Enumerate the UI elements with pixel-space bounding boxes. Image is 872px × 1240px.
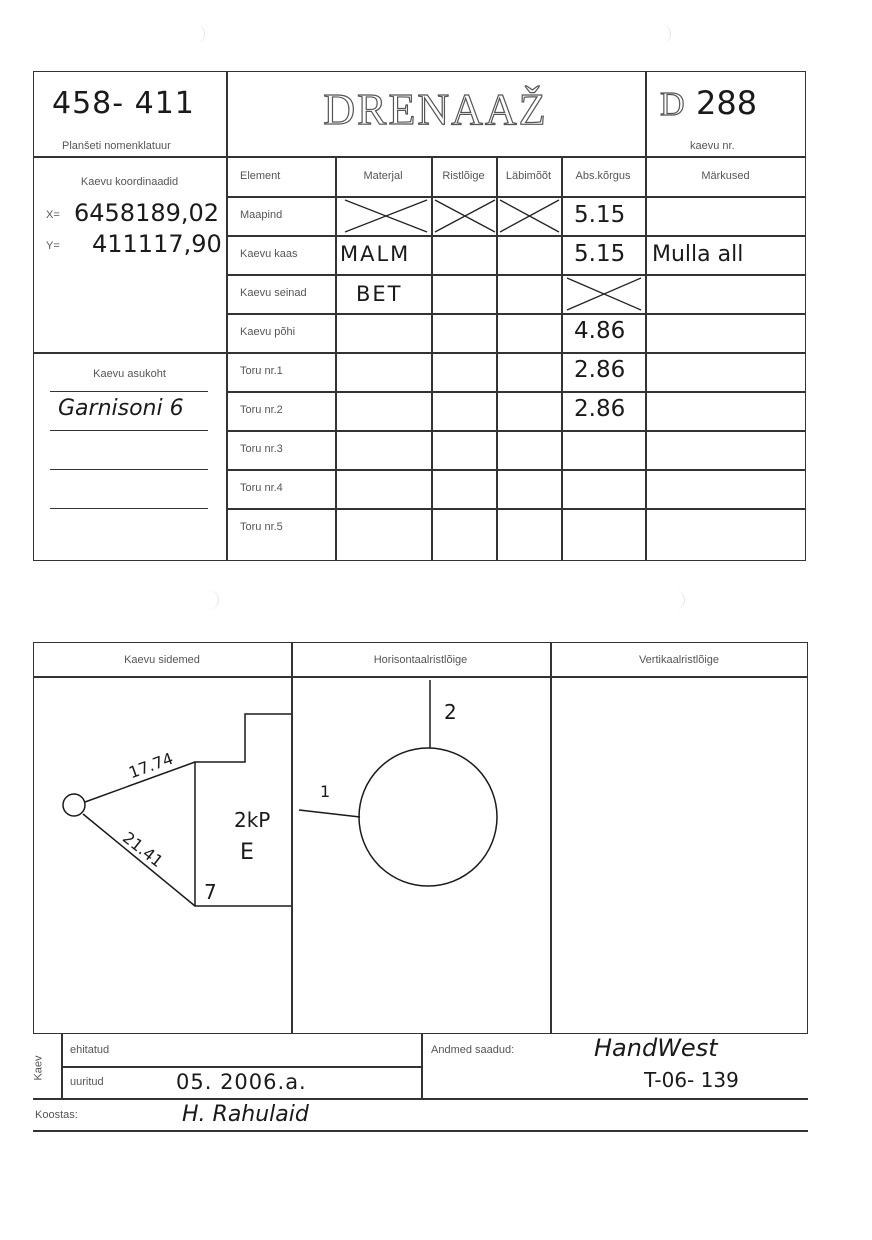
fill-line bbox=[50, 430, 208, 431]
row-element: Toru nr.3 bbox=[240, 443, 283, 455]
row-element: Toru nr.2 bbox=[240, 404, 283, 416]
compiled-label: Koostas: bbox=[35, 1109, 78, 1121]
grid-line bbox=[33, 1130, 808, 1132]
pipe-1-label: 1 bbox=[320, 782, 331, 801]
abs-height-value: 5.15 bbox=[574, 241, 626, 267]
grid-line bbox=[33, 352, 806, 354]
ties-label: Kaevu sidemed bbox=[124, 654, 200, 666]
surveyed-label: uuritud bbox=[70, 1076, 104, 1088]
form-title: DRENAAŽ bbox=[323, 85, 548, 134]
grid-line bbox=[645, 71, 647, 561]
abs-height-value: 2.86 bbox=[574, 396, 626, 422]
row-element: Toru nr.1 bbox=[240, 365, 283, 377]
grid-line bbox=[226, 313, 806, 315]
nomenclature-value: 458- 411 bbox=[52, 86, 195, 121]
material-value: MALM bbox=[340, 242, 411, 266]
horizontal-section-label: Horisontaalristlõige bbox=[373, 654, 468, 666]
grid-line bbox=[226, 71, 228, 561]
header-abs-height: Abs.kõrgus bbox=[575, 170, 631, 182]
row-element: Toru nr.4 bbox=[240, 482, 283, 494]
well-symbol bbox=[63, 794, 85, 816]
y-coordinate-label: Y= bbox=[46, 240, 60, 252]
grid-line bbox=[550, 642, 552, 1034]
fill-line bbox=[50, 508, 208, 509]
row-element: Kaevu seinad bbox=[240, 287, 307, 299]
pipe-2-label: 2 bbox=[444, 700, 457, 724]
grid-line bbox=[421, 1034, 423, 1098]
pipe-1-line bbox=[299, 810, 360, 817]
punch-hole-mark bbox=[190, 24, 205, 44]
abs-height-value: 5.15 bbox=[574, 202, 626, 228]
well-circle bbox=[359, 748, 497, 886]
well-number-value: 288 bbox=[696, 84, 758, 122]
building-label: 2kP bbox=[234, 808, 271, 832]
grid-line bbox=[33, 156, 806, 158]
data-source-value: HandWest bbox=[594, 1034, 718, 1062]
header-diameter: Läbimõõt bbox=[505, 170, 552, 182]
row-element: Toru nr.5 bbox=[240, 521, 283, 533]
nomenclature-label: Planšeti nomenklatuur bbox=[62, 140, 171, 152]
building-letter: E bbox=[240, 840, 254, 865]
grid-line bbox=[226, 274, 806, 276]
horizontal-section-drawing bbox=[291, 676, 550, 1034]
y-coordinate-value: 411117,90 bbox=[92, 230, 222, 258]
fill-line bbox=[50, 469, 208, 470]
cross-out-marks bbox=[335, 196, 561, 236]
data-source-reference: T-06- 139 bbox=[644, 1068, 739, 1092]
tie-distance-2: 21.41 bbox=[119, 827, 167, 872]
grid-line bbox=[226, 430, 806, 432]
location-value: Garnisoni 6 bbox=[58, 396, 184, 421]
x-coordinate-label: X= bbox=[46, 209, 60, 221]
row-element: Kaevu põhi bbox=[240, 326, 296, 338]
location-label: Kaevu asukoht bbox=[93, 368, 166, 380]
data-source-label: Andmed saadud: bbox=[431, 1044, 515, 1056]
grid-line bbox=[226, 391, 806, 393]
punch-hole-mark bbox=[656, 24, 671, 44]
built-label: ehitatud bbox=[70, 1044, 110, 1056]
grid-line bbox=[226, 508, 806, 510]
header-element: Element bbox=[240, 170, 281, 182]
punch-hole-mark bbox=[670, 590, 685, 610]
compiled-value: H. Rahulaid bbox=[182, 1102, 309, 1127]
tie-line bbox=[83, 814, 195, 906]
abs-height-value: 2.86 bbox=[574, 357, 626, 383]
row-element: Maapind bbox=[240, 209, 283, 221]
punch-hole-mark bbox=[204, 590, 219, 610]
well-number-prefix: D bbox=[660, 86, 685, 123]
notes-value: Mulla all bbox=[652, 242, 744, 267]
header-notes: Märkused bbox=[701, 170, 750, 182]
grid-line bbox=[33, 1098, 808, 1100]
header-cross-section: Ristlõige bbox=[442, 170, 485, 182]
grid-line bbox=[561, 157, 563, 561]
fill-line bbox=[50, 391, 208, 392]
surveyed-value: 05. 2006.a. bbox=[176, 1070, 307, 1094]
header-material: Materjal bbox=[363, 170, 403, 182]
well-side-label: Kaev bbox=[32, 1055, 45, 1081]
vertical-section-label: Vertikaalristlõige bbox=[638, 654, 720, 666]
x-coordinate-value: 6458189,02 bbox=[74, 199, 220, 227]
coordinates-label: Kaevu koordinaadid bbox=[80, 176, 179, 188]
building-dimension: 7 bbox=[204, 880, 217, 904]
tie-distance-1: 17.74 bbox=[126, 748, 176, 783]
grid-line bbox=[61, 1066, 421, 1068]
material-value: BET bbox=[356, 282, 403, 306]
row-element: Kaevu kaas bbox=[240, 248, 298, 260]
abs-height-value: 4.86 bbox=[574, 318, 626, 344]
well-number-label: kaevu nr. bbox=[690, 140, 735, 152]
grid-line bbox=[226, 469, 806, 471]
cross-out-mark bbox=[561, 274, 645, 314]
